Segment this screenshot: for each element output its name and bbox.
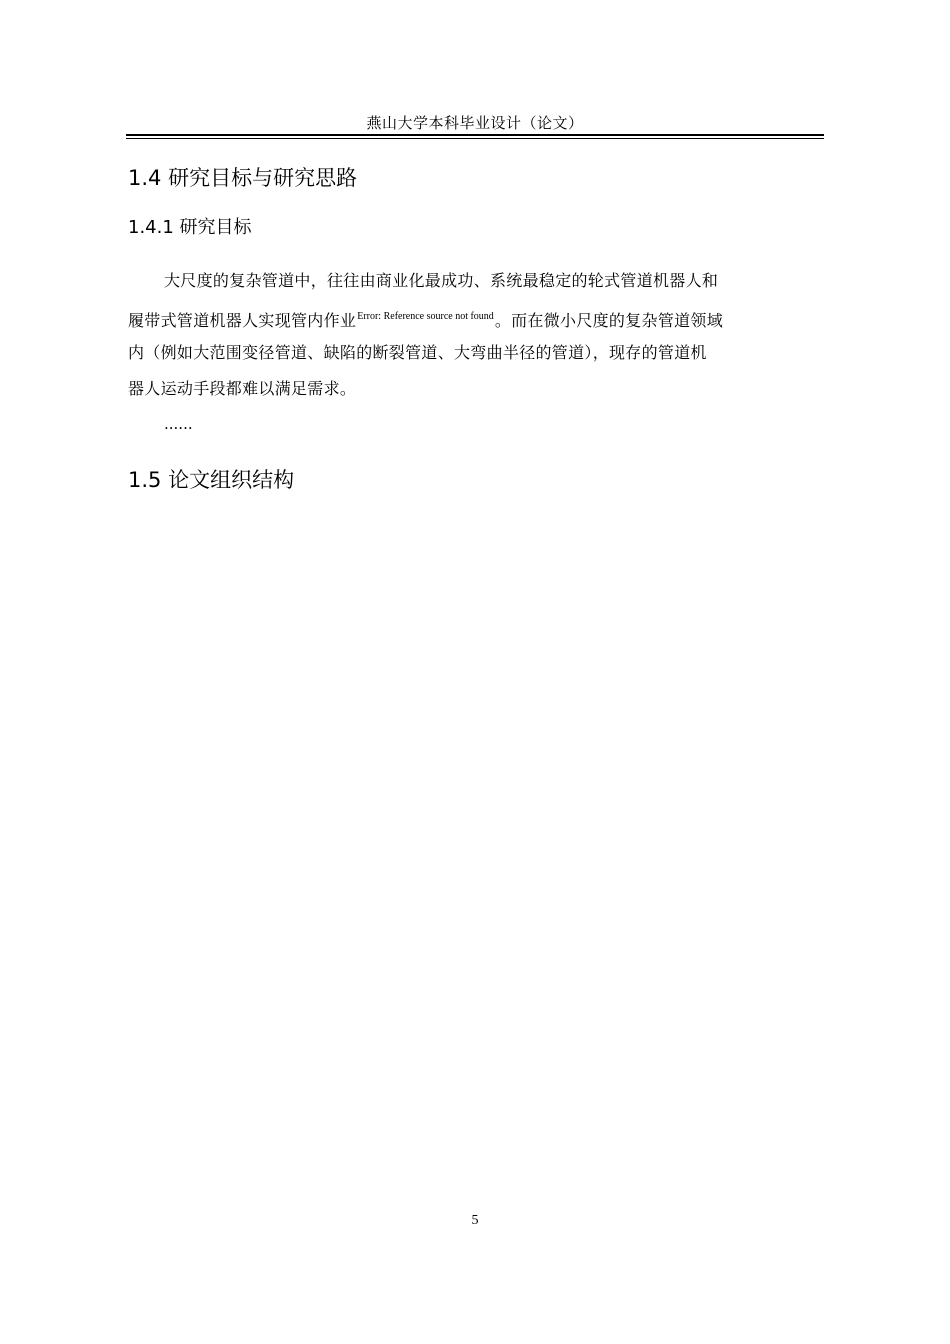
header-rule-thin (126, 138, 824, 139)
citation-error-reference: Error: Reference source not found (357, 311, 494, 322)
section-heading-1-5: 1.5 论文组织结构 (128, 468, 295, 492)
section-heading-1-4: 1.4 研究目标与研究思路 (128, 166, 358, 190)
running-header: 燕山大学本科毕业设计（论文） (366, 114, 584, 132)
paragraph-line-3: 内（例如大范围变径管道、缺陷的断裂管道、大弯曲半径的管道），现存的管道机 (128, 343, 707, 362)
page-number: 5 (471, 1213, 479, 1228)
paragraph-line-2 (128, 305, 822, 333)
paragraph-line-2-continued: 。而在微小尺度的复杂管道领域 (494, 311, 724, 330)
header-rule-thick (126, 134, 824, 136)
omission-ellipsis: ...... (164, 415, 193, 433)
paragraph-line-2-text: 履带式管道机器人实现管内作业 (128, 311, 357, 330)
paragraph-line-1: 大尺度的复杂管道中，往往由商业化最成功、系统最稳定的轮式管道机器人和 (164, 271, 719, 290)
subsection-heading-1-4-1: 1.4.1 研究目标 (128, 217, 252, 238)
paragraph-line-4: 器人运动手段都难以满足需求。 (128, 379, 357, 398)
